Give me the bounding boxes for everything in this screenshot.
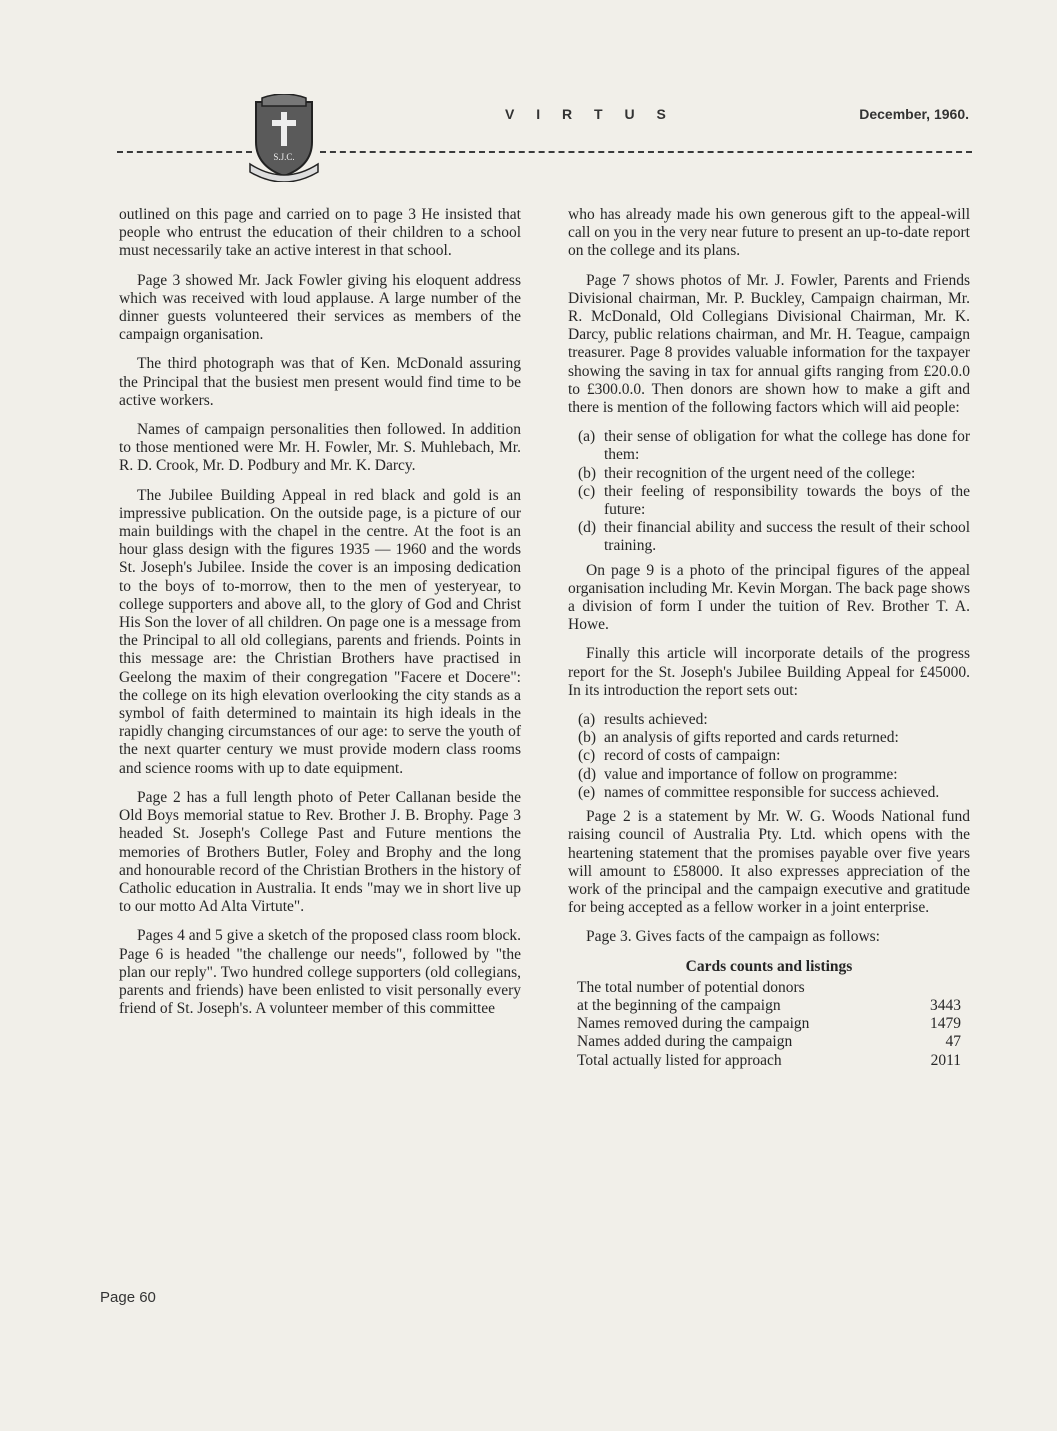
list-item xyxy=(568,428,970,464)
list-marker: (c) xyxy=(578,747,596,765)
count-label: The total number of potential donors xyxy=(577,978,805,996)
list-item xyxy=(568,483,970,519)
article-paragraph: Finally this article will incorporate details of the progress report for the St. Joseph's Jubilee Building Appeal for £45000. In its introduction the report sets out: xyxy=(568,645,970,699)
page-header xyxy=(0,0,1057,200)
count-value: 47 xyxy=(945,1033,961,1051)
list-item xyxy=(568,729,970,747)
count-value: 3443 xyxy=(930,996,961,1014)
list-text: their feeling of responsibility towards the boys of the future: xyxy=(604,482,970,519)
list-item xyxy=(568,465,970,483)
count-value: 1479 xyxy=(930,1015,961,1033)
counts-heading: Cards counts and listings xyxy=(685,957,853,975)
list-marker: (a) xyxy=(578,711,596,729)
table-row xyxy=(577,1033,961,1051)
factors-list xyxy=(568,428,970,555)
crest-letters: S.J.C. xyxy=(273,152,295,162)
article-paragraph: outlined on this page and carried on to page 3 He insisted that people who entrust the education of their children to a school must necessarily take an active interest in that school. xyxy=(119,206,521,260)
list-marker: (b) xyxy=(578,464,597,482)
list-text: record of costs of campaign: xyxy=(604,747,781,765)
article-paragraph: Page 3. Gives facts of the campaign as follows: xyxy=(586,928,880,946)
issue-date: December, 1960. xyxy=(859,106,969,122)
header-rule-right xyxy=(320,151,972,153)
right-column xyxy=(568,206,970,1070)
list-text: results achieved: xyxy=(604,711,708,729)
counts-table xyxy=(577,979,961,1070)
list-item xyxy=(568,766,970,784)
count-label: Names added during the campaign xyxy=(577,1033,793,1051)
list-text: their recognition of the urgent need of the college: xyxy=(604,464,916,482)
masthead-title: V I R T U S xyxy=(505,106,675,122)
list-text: an analysis of gifts reported and cards returned: xyxy=(604,729,899,747)
table-row xyxy=(577,997,961,1015)
article-paragraph: who has already made his own generous gift to the appeal-will call on you in the very near future to present an up-to-date report on the college and its plans. xyxy=(568,206,970,260)
list-marker: (d) xyxy=(578,519,597,537)
list-marker: (e) xyxy=(578,783,596,801)
table-row xyxy=(577,979,961,997)
page-number: Page 60 xyxy=(100,1289,156,1306)
report-items-list xyxy=(568,711,970,802)
list-marker: (d) xyxy=(578,765,597,783)
count-value: 2011 xyxy=(930,1051,961,1069)
college-crest-icon xyxy=(248,94,320,182)
list-text: their sense of obligation for what the college has done for them: xyxy=(604,428,970,464)
article-paragraph: The third photograph was that of Ken. McDonald assuring the Principal that the busiest men present would find time to be active workers. xyxy=(119,355,521,409)
list-item xyxy=(568,711,970,729)
header-rule-left xyxy=(117,151,252,153)
article-paragraph: Page 7 shows photos of Mr. J. Fowler, Parents and Friends Divisional chairman, Mr. P. Buckley, Campaign chairman, Mr. R. McDonald, Old Collegians Divisional Chairman, Mr. K. Darcy, public relations chairman, and Mr. H. Teague, campaign treasurer. Page 8 provides valuable information for the taxpayer showing the saving in tax for annual gifts ranging from £20.0.0 to £300.0.0. Then donors are shown how to make a gift and there is mention of the following factors which will aid people: xyxy=(568,271,970,417)
list-text: their financial ability and success the result of their school training. xyxy=(604,519,970,555)
left-column xyxy=(119,206,521,1029)
list-marker: (a) xyxy=(578,428,596,446)
table-row xyxy=(577,1052,961,1070)
list-text: value and importance of follow on programme: xyxy=(604,765,898,783)
list-text: names of committee responsible for success achieved. xyxy=(604,783,940,801)
article-paragraph: The Jubilee Building Appeal in red black and gold is an impressive publication. On the outside page, is a picture of our main buildings with the chapel in the centre. At the foot is an hour glass design with the figures 1935 — 1960 and the words St. Joseph's Jubilee. Inside the cover is an imposing dedication to the boys of to-morrow, then to the men of yesteryear, to college supporters and above all, to the glory of God and Christ His Son the lover of all children. On page one is a message from the Principal to all old collegians, parents and friends. Points in this message are: the Christian Brothers have practised in Geelong the maxim of their congregation "Facere et Docere": the college on its high elevation overlooking the city stands as a symbol of faith determined to maintain its high ideals in the rapidly changing circumstances of our age: to serve the youth of the next quarter century we must provide modern class rooms and science rooms with up to date equipment. xyxy=(119,486,521,777)
count-label: Names removed during the campaign xyxy=(577,1015,810,1033)
article-paragraph: Page 2 is a statement by Mr. W. G. Woods National fund raising council of Australia Pty. Ltd. which opens with the heartening statement that the promises payable over five years will amount to £58000. It also expresses appreciation of the work of the principal and the campaign executive and gratitude for being accepted as a fellow worker in a joint enterprise. xyxy=(568,808,970,917)
list-item xyxy=(568,747,970,765)
list-marker: (c) xyxy=(578,482,596,500)
article-paragraph: Pages 4 and 5 give a sketch of the proposed class room block. Page 6 is headed "the challenge our needs", followed by "the plan our reply". Two hundred college supporters (old collegians, parents and friends) have been enlisted to visit personally every friend of St. Joseph's. A volunteer member of this committee xyxy=(119,927,521,1018)
article-paragraph: Names of campaign personalities then followed. In addition to those mentioned were Mr. H. Fowler, Mr. S. Muhlebach, Mr. R. D. Crook, Mr. D. Podbury and Mr. K. Darcy. xyxy=(119,421,521,475)
table-row xyxy=(577,1015,961,1033)
list-item xyxy=(568,784,970,802)
count-value xyxy=(901,979,961,997)
article-paragraph: Page 3 showed Mr. Jack Fowler giving his eloquent address which was received with loud applause. A large number of the dinner guests volunteered their services as members of the campaign organisation. xyxy=(119,271,521,344)
article-paragraph: Page 2 has a full length photo of Peter Callanan beside the Old Boys memorial statue to Rev. Brother J. B. Brophy. Page 3 headed St. Joseph's College Past and Future mentions the memories of Brothers Butler, Foley and Brophy and the long and honourable record of the Christian Brothers in the history of Catholic education in Australia. It ends "may we in short live up to our motto Ad Alta Virtute". xyxy=(119,788,521,916)
count-label: at the beginning of the campaign xyxy=(577,996,781,1014)
list-item xyxy=(568,519,970,555)
count-label: Total actually listed for approach xyxy=(577,1051,782,1069)
list-marker: (b) xyxy=(578,729,597,747)
article-paragraph: On page 9 is a photo of the principal figures of the appeal organisation including Mr. Kevin Morgan. The back page shows a division of form I under the tuition of Rev. Brother T. A. Howe. xyxy=(568,561,970,634)
